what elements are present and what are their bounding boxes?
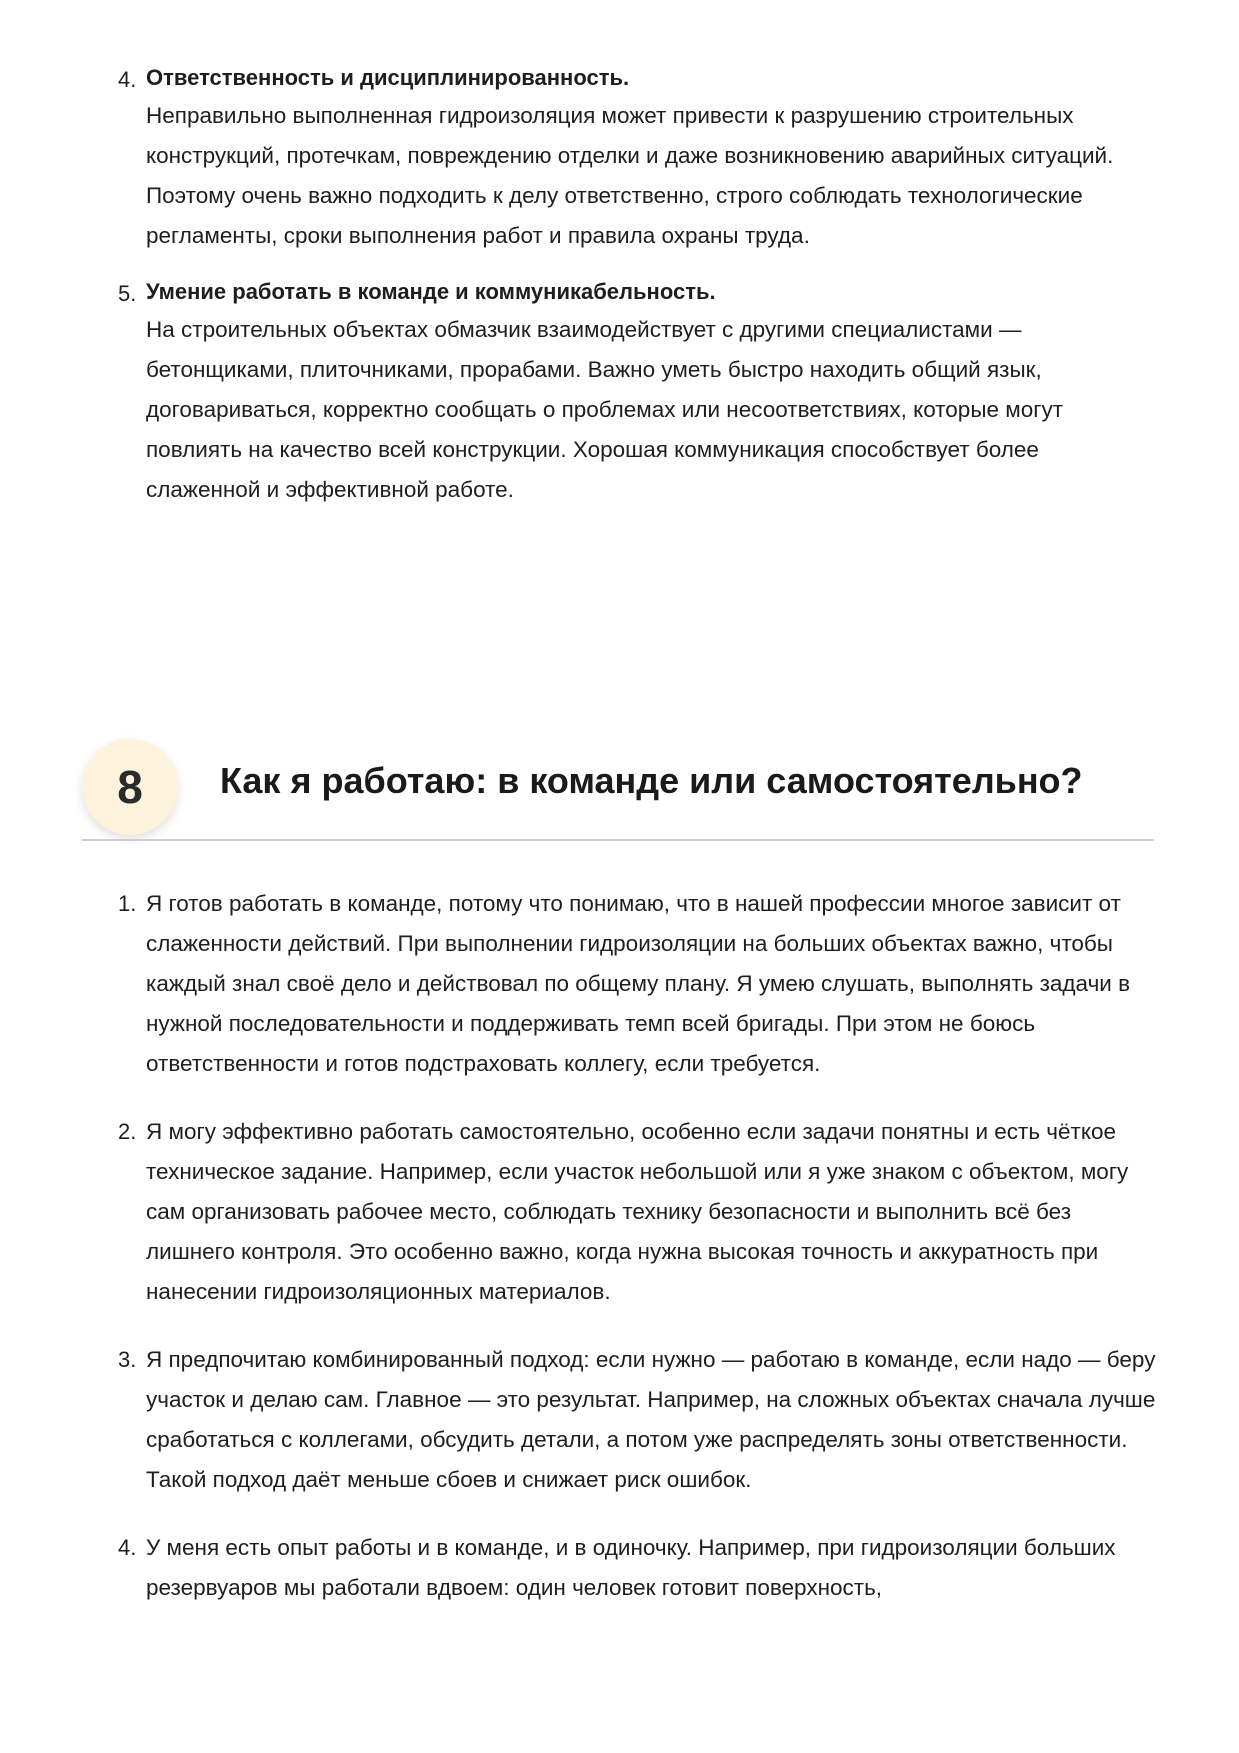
list-item <box>0 1112 1156 1312</box>
list-item-text: На строительных объектах обмазчик взаимодействует с другими специалистами — бетонщиками, плиточниками, прорабами. Важно уметь быстро находить общий язык, договариваться, корректно сообщать о проблемах или несоответствиях, которые могут повлиять на качество всей конструкции. Хорошая коммуникация способствует более слаженной и эффективной работе. <box>146 317 1063 502</box>
list-number: 2. <box>118 1119 137 1144</box>
list-item-text: Я предпочитаю комбинированный подход: если нужно — работаю в команде, если надо — беру участок и делаю сам. Главное — это результат. Например, на сложных объектах сначала лучше сработаться с коллегами, обсудить детали, а потом уже распределять зоны ответственности. Такой подход даёт меньше сбоев и снижает риск ошибок. <box>146 1347 1156 1492</box>
list-item <box>0 1340 1156 1500</box>
section-heading <box>82 730 1154 840</box>
list-item <box>0 1528 1156 1608</box>
list-number: 4. <box>118 1535 137 1560</box>
list-item-text: Я могу эффективно работать самостоятельно, особенно если задачи понятны и есть чёткое техническое задание. Например, если участок небольшой или я уже знаком с объектом, могу сам организовать рабочее место, соблюдать технику безопасности и выполнить всё без лишнего контроля. Это особенно важно, когда нужна высокая точность и аккуратность при нанесении гидроизоляционных материалов. <box>146 1119 1129 1304</box>
list-item <box>0 274 1156 510</box>
section-title: Как я работаю: в команде или самостоятельно? <box>220 760 1083 801</box>
list-item <box>0 884 1156 1084</box>
section-number-badge: 8 <box>82 739 178 835</box>
qualities-list <box>0 60 1156 510</box>
work-style-list <box>0 884 1156 1636</box>
list-item-text: У меня есть опыт работы и в команде, и в одиночку. Например, при гидроизоляции больших резервуаров мы работали вдвоем: один человек готовит поверхность, <box>146 1535 1116 1600</box>
section-divider <box>82 839 1154 841</box>
list-number: 4. <box>118 67 137 92</box>
list-item-text: Я готов работать в команде, потому что понимаю, что в нашей профессии многое зависит от слаженности действий. При выполнении гидроизоляции на больших объектах важно, чтобы каждый знал своё дело и действовал по общему плану. Я умею слушать, выполнять задачи в нужной последовательности и поддерживать темп всей бригады. При этом не боюсь ответственности и готов подстраховать коллегу, если требуется. <box>146 891 1131 1076</box>
list-item-title: Ответственность и дисциплинированность. <box>146 65 630 90</box>
list-item <box>0 60 1156 256</box>
list-number: 3. <box>118 1347 137 1372</box>
list-number: 1. <box>118 891 137 916</box>
list-item-title: Умение работать в команде и коммуникабельность. <box>146 279 716 304</box>
list-number: 5. <box>118 281 137 306</box>
list-item-text: Неправильно выполненная гидроизоляция может привести к разрушению строительных конструкций, протечкам, повреждению отделки и даже возникновению аварийных ситуаций. Поэтому очень важно подходить к делу ответственно, строго соблюдать технологические регламенты, сроки выполнения работ и правила охраны труда. <box>146 103 1114 248</box>
